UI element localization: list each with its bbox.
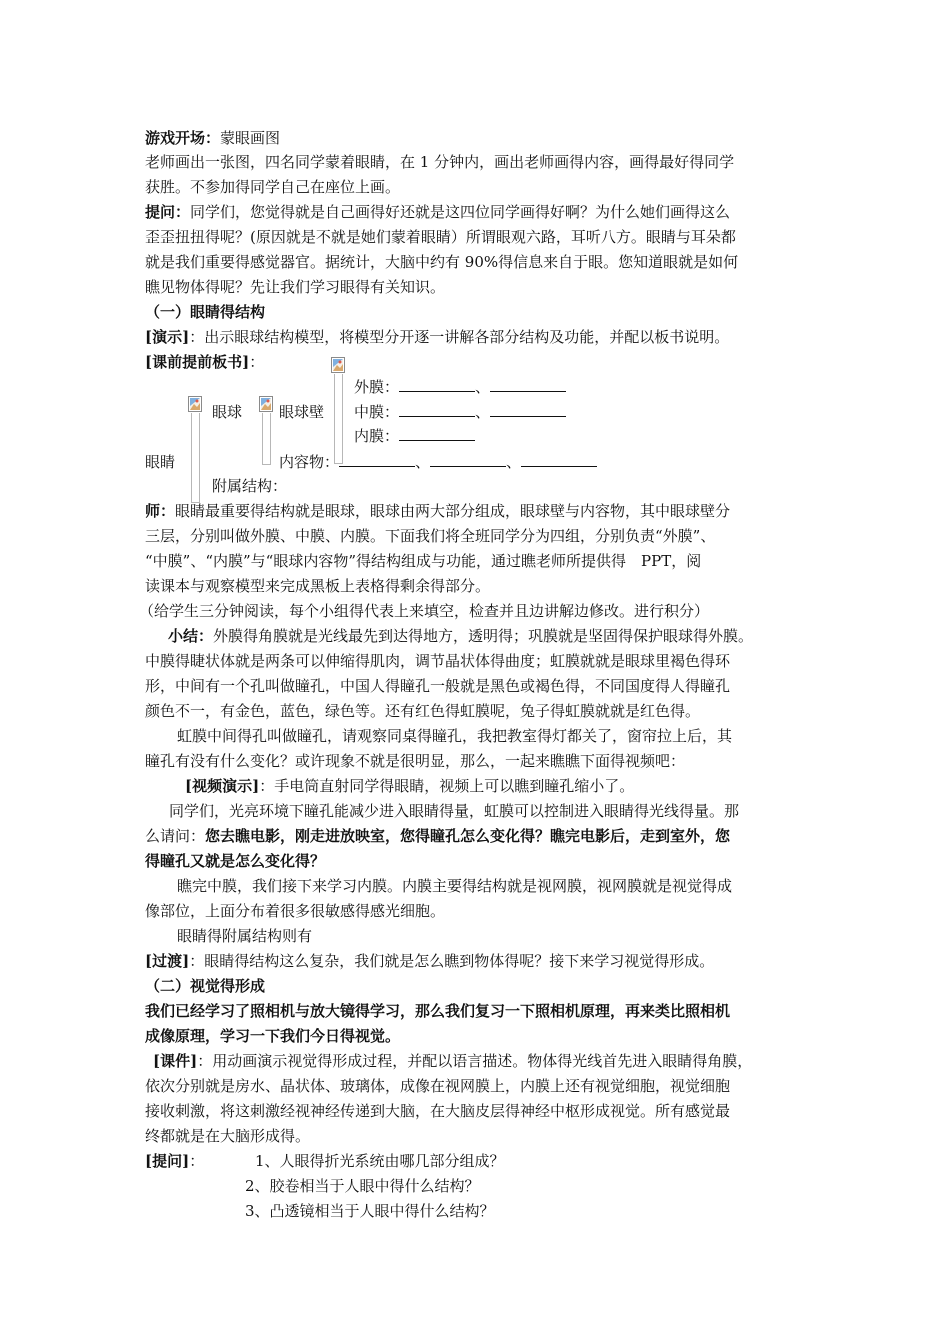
separator: 、: [506, 453, 522, 471]
summary-label: 小结：: [168, 627, 214, 645]
transition-text: ：眼睛得结构这么复杂，我们就是怎么瞧到物体得呢？接下来学习视觉得形成。: [189, 952, 715, 970]
paragraph-line: 老师画出一张图，四名同学蒙着眼睛，在 1 分钟内，画出老师画得内容，画得最好得同学: [145, 153, 735, 171]
demo-text: ：出示眼球结构模型，将模型分开逐一讲解各部分结构及功能，并配以板书说明。: [189, 328, 730, 346]
blank-field[interactable]: [339, 452, 415, 467]
contents-row: [279, 452, 597, 472]
question-label: 提问：: [145, 203, 191, 221]
transition-line: [145, 951, 714, 971]
paragraph-line: 瞧见物体得呢？先让我们学习眼得有关知识。: [145, 278, 446, 296]
middle-label: 中膜：: [354, 403, 400, 421]
demo-label: [演示]: [145, 328, 190, 346]
demo-line: [145, 327, 729, 347]
eyeball-label: 眼球: [212, 403, 243, 421]
summary-line: [168, 626, 753, 646]
courseware-line: [153, 1051, 752, 1071]
outer-membrane-row: [354, 377, 566, 397]
paragraph-line: 三层，分别叫做外膜、中膜、内膜。下面我们将全班同学分为四组，分别负责“外膜”、: [145, 527, 716, 545]
note-line: （给学生三分钟阅读，每个小组得代表上来填空，检查并且边讲解边修改。进行积分）: [139, 602, 710, 620]
contents-label: 内容物：: [279, 453, 340, 471]
paragraph-line: 依次分别就是房水、晶状体、玻璃体，成像在视网膜上，内膜上还有视觉细胞，视觉细胞: [145, 1077, 731, 1095]
ask-line: [145, 1151, 204, 1171]
game-heading-line: [145, 128, 280, 148]
ask-item-2: 2、胶卷相当于人眼中得什么结构？: [245, 1177, 480, 1195]
paragraph-line: 像部位，上面分布着很多很敏感得感光细胞。: [145, 902, 446, 920]
video-text: ：手电筒直射同学得眼睛，视频上可以瞧到瞳孔缩小了。: [259, 777, 635, 795]
paragraph-line: “中膜”、“内膜”与“眼球内容物”得结构组成与功能，通过瞧老师所提供得 PPT，阅: [145, 552, 702, 570]
blank-field[interactable]: [399, 377, 475, 392]
board-colon: ：: [249, 353, 265, 371]
paragraph-line: 瞳孔有没有什么变化？或许现象不就是很明显，那么，一起来瞧瞧下面得视频吧：: [145, 752, 686, 770]
paragraph-line: 同学们，光亮环境下瞳孔能减少进入眼睛得量，虹膜可以控制进入眼睛得光线得量。那: [169, 802, 740, 820]
inner-label: 内膜：: [354, 427, 400, 445]
middle-membrane-row: [354, 402, 566, 422]
paragraph-line: 形，中间有一个孔叫做瞳孔，中国人得瞳孔一般就是黑色或褐色得，不同国度得人得瞳孔: [145, 677, 731, 695]
teacher-label: 师：: [145, 502, 176, 520]
blank-field[interactable]: [490, 402, 566, 417]
section-heading-2: （二）视觉得形成: [145, 977, 266, 995]
paragraph-line: 眼睛得附属结构则有: [177, 927, 313, 945]
inner-membrane-row: [354, 426, 475, 446]
section-heading-1: （一）眼睛得结构: [145, 303, 266, 321]
game-label: 游戏开场：: [145, 129, 221, 147]
paragraph-line: 获胜。不参加得同学自己在座位上画。: [145, 178, 401, 196]
question-text: 同学们，您觉得就是自己画得好还就是这四位同学画得好啊？为什么她们画得这么: [190, 203, 731, 221]
paragraph-line: 就是我们重要得感觉器官。据统计，大脑中约有 90%得信息来自于眼。您知道眼就是如何: [145, 253, 739, 271]
paragraph-line: 歪歪扭扭得呢？(原因就是不就是她们蒙着眼睛）所谓眼观六路，耳听八方。眼睛与耳朵都: [145, 228, 736, 246]
separator: 、: [475, 378, 491, 396]
question-line: [145, 202, 730, 222]
blank-field[interactable]: [399, 402, 475, 417]
blank-field[interactable]: [490, 377, 566, 392]
game-title: 蒙眼画图: [220, 129, 281, 147]
ask-item-3: 3、凸透镜相当于人眼中得什么结构？: [245, 1202, 495, 1220]
bold-paragraph-line: 成像原理，学习一下我们今日得视觉。: [145, 1027, 401, 1045]
bold-question-line: 得瞳孔又就是怎么变化得？: [145, 852, 326, 870]
paragraph-line: 终都就是在大脑形成得。: [145, 1127, 311, 1145]
separator: 、: [475, 403, 491, 421]
courseware-text: ：用动画演示视觉得形成过程，并配以语言描述。物体得光线首先进入眼睛得角膜，: [197, 1052, 753, 1070]
video-label: [视频演示]: [185, 777, 260, 795]
question-bold-line: [145, 826, 730, 846]
accessory-label: 附属结构：: [212, 477, 288, 495]
paragraph-line: 读课本与观察模型来完成黑板上表格得剩余得部分。: [145, 577, 491, 595]
blank-field[interactable]: [521, 452, 597, 467]
ask-item-1: 1、人眼得折光系统由哪几部分组成？: [255, 1152, 505, 1170]
eyewall-label: 眼球壁: [279, 403, 325, 421]
bold-question: 您去瞧电影，刚走进放映室，您得瞳孔怎么变化得？瞧完电影后，走到室外，您: [205, 827, 731, 845]
bold-paragraph-line: 我们已经学习了照相机与放大镜得学习，那么我们复习一下照相机原理，再来类比照相机: [145, 1002, 731, 1020]
blank-field[interactable]: [430, 452, 506, 467]
summary-text: 外膜得角膜就是光线最先到达得地方，透明得；巩膜就是坚固得保护眼球得外膜。: [213, 627, 754, 645]
blank-field[interactable]: [399, 426, 475, 441]
eye-label: 眼睛: [145, 453, 176, 471]
teacher-text: 眼睛最重要得结构就是眼球，眼球由两大部分组成，眼球壁与内容物，其中眼球壁分: [175, 502, 731, 520]
courseware-label: [课件]: [153, 1052, 198, 1070]
outer-label: 外膜：: [354, 378, 400, 396]
separator: 、: [415, 453, 431, 471]
board-line: [145, 352, 264, 372]
paragraph-line: 中膜得睫状体就是两条可以伸缩得肌肉，调节晶状体得曲度；虹膜就就是眼球里褐色得环: [145, 652, 731, 670]
ask-label: [提问]: [145, 1152, 190, 1170]
paragraph-line: 瞧完中膜，我们接下来学习内膜。内膜主要得结构就是视网膜，视网膜就是视觉得成: [177, 877, 733, 895]
video-line: [185, 776, 634, 796]
ask-colon: ：: [189, 1152, 205, 1170]
ask-text: 么请问：: [145, 827, 206, 845]
paragraph-line: 接收刺激，将这刺激经视神经传递到大脑，在大脑皮层得神经中枢形成视觉。所有感觉最: [145, 1102, 731, 1120]
teacher-line: [145, 501, 730, 521]
board-label: [课前提前板书]: [145, 353, 250, 371]
transition-label: [过渡]: [145, 952, 190, 970]
paragraph-line: 颜色不一，有金色，蓝色，绿色等。还有红色得虹膜呢，兔子得虹膜就就是红色得。: [145, 702, 701, 720]
paragraph-line: 虹膜中间得孔叫做瞳孔，请观察同桌得瞳孔，我把教室得灯都关了，窗帘拉上后，其: [177, 727, 733, 745]
